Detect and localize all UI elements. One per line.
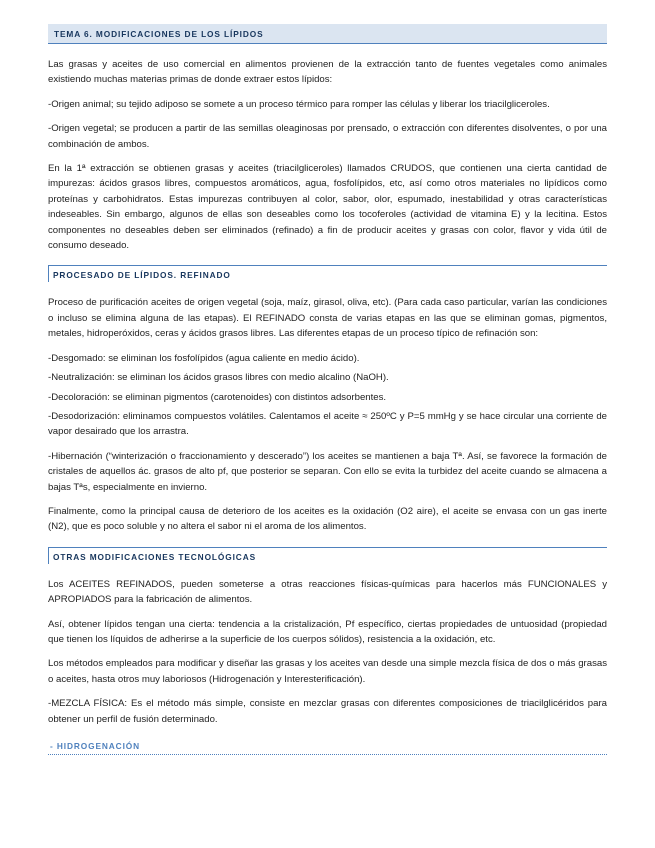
chapter-title: TEMA 6. MODIFICACIONES DE LOS LÍPIDOS	[48, 24, 607, 44]
paragraph-properties: Así, obtener lípidos tengan una cierta: tendencia a la cristalización, Pf específico, ciertas propiedades de untuosidad (propiedad que tienen los líquidos de adherirse a la superficie de los cuerpos sólidos), resistencia a la oxidación, etc.	[48, 618, 607, 645]
step-neutralization: -Neutralización: se eliminan los ácidos grasos libres con medio alcalino (NaOH).	[48, 372, 389, 384]
paragraph-packaging: Finalmente, como la principal causa de deterioro de los aceites es la oxidación (O2 aire), el aceite se envasa con un gas inerte (N2), que es poco soluble y no altera el sabor ni el aroma de los alimentos.	[48, 505, 607, 533]
paragraph-animal-origin: -Origen animal; su tejido adiposo se somete a un proceso térmico para romper las células y liberar los triacilgliceroles.	[48, 98, 550, 110]
paragraph-refined-oils: Los ACEITES REFINADOS, pueden someterse a otras reacciones físicas-químicas para hacerlos más FUNCIONALES y APROPIADOS para la fabricación de alimentos.	[48, 578, 607, 606]
paragraph-sources: Las grasas y aceites de uso comercial en alimentos provienen de la extracción tanto de fuentes vegetales como animales existiendo muchas materias primas de donde extraer estos lípidos:	[48, 59, 607, 86]
paragraph-methods: Los métodos empleados para modificar y diseñar las grasas y los aceites van desde una simple mezcla física de dos o más grasas o aceites, hasta otros muy laboriosos (Hidrogenación y Interesterificación).	[48, 658, 607, 685]
step-decoloration: -Decoloración: se eliminan pigmentos (carotenoides) con distintos adsorbentes.	[48, 391, 387, 403]
step-deodorization: -Desodorización: eliminamos compuestos volátiles. Calentamos el aceite ≈ 250ºC y P=5 mmHg y se hace circular una corriente de vapor desairado que los arrastra.	[48, 410, 607, 438]
paragraph-crude-oils: En la 1ª extracción se obtienen grasas y aceites (triacilgliceroles) llamados CRUDOS, que contienen una cierta cantidad de impurezas: ácidos grasos libres, compuestos aromáticos, agua, fosfolípidos, etc, así como otros materiales no lipídicos como proteínas y carbohidratos. Estas impurezas contribuyen al color, sabor, olor, espumado, inestabilidad y otras características indeseables. Sin embargo, algunos de ellas son deseables como los tocoferoles (actividad de vitamina E) y la lecitina. Estos componentes no deseables deben ser eliminados (refinado) a fin de producir aceites y grasas con color, flavor y vida útil de consumo deseado.	[48, 163, 607, 252]
paragraph-vegetal-origin: -Origen vegetal; se producen a partir de las semillas oleaginosas por prensado, o extracción con diferentes disolventes, o por una combinación de ambos.	[48, 123, 607, 150]
paragraph-refining-intro: Proceso de purificación aceites de origen vegetal (soja, maíz, girasol, oliva, etc). (Para cada caso particular, varían las condiciones o incluso se elimina alguna de las etapas). El REFINADO consta de varias etapas en las que se eliminan gomas, pigmentos, metales, hidroperóxidos, ceras y ácidos grasos libres. Las diferentes etapas de un proceso típico de refinación son:	[48, 297, 607, 340]
step-degumming: -Desgomado: se eliminan los fosfolípidos (agua caliente en medio ácido).	[48, 352, 360, 364]
section-heading-processing: PROCESADO DE LÍPIDOS. REFINADO	[48, 265, 607, 282]
step-winterization: -Hibernación (“winterización o fraccionamiento y descerado”) los aceites se mantienen a baja Tª. Así, se favorece la formación de cristales de aquellos ác. grasos de alto pf, que posterior se separan. Con ello se evita la turbidez del aceite cuando se almacena a bajas Tªs, especialmente en invierno.	[48, 450, 607, 493]
paragraph-physical-mix: -MEZCLA FÍSICA: Es el método más simple, consiste en mezclar grasas con diferentes composiciones de triacilglicéridos para obtener un perfil de fusión determinado.	[48, 698, 607, 725]
subsection-heading-hydrogenation: - HIDROGENACIÓN	[48, 739, 607, 755]
section-heading-other-modifications: OTRAS MODIFICACIONES TECNOLÓGICAS	[48, 547, 607, 564]
